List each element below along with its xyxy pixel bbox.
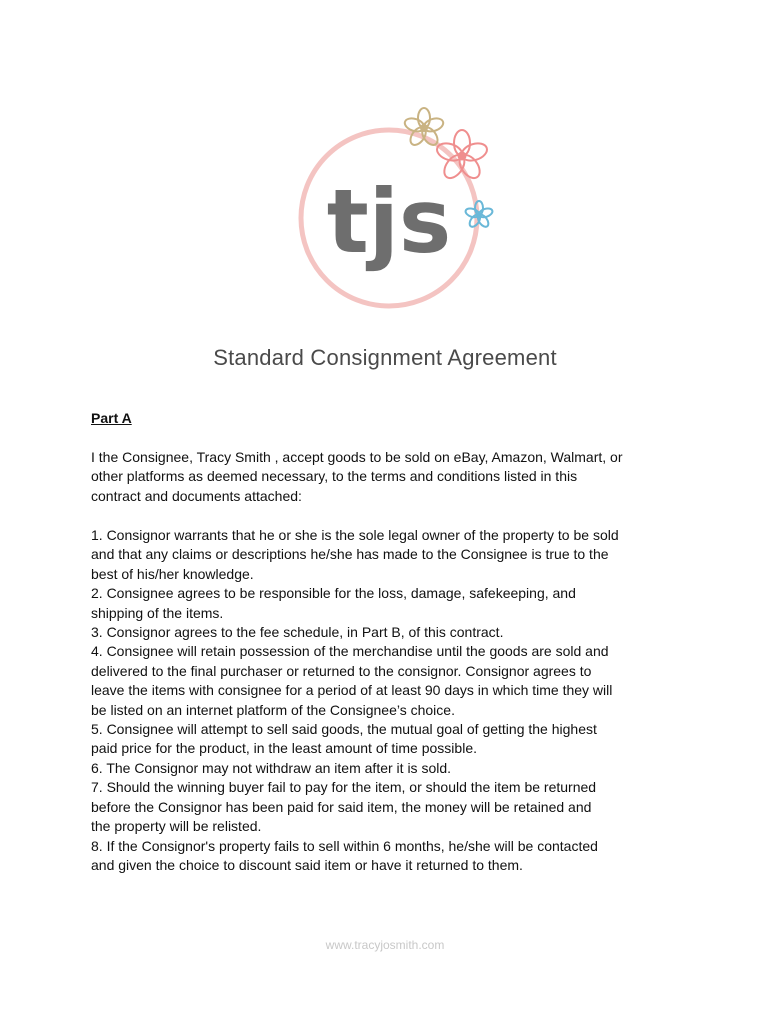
terms-list <box>91 526 691 875</box>
term-line: 1. Consignor warrants that he or she is the sole legal owner of the property to be sold <box>91 527 619 543</box>
term-line: and given the choice to discount said item or have it returned to them. <box>91 856 523 873</box>
term-line: 5. Consignee will attempt to sell said goods, the mutual goal of getting the highest <box>91 721 597 738</box>
term-line: paid price for the product, in the least amount of time possible. <box>91 740 477 757</box>
term-line: 7. Should the winning buyer fail to pay for the item, or should the item be returned <box>91 779 597 796</box>
term-line: be listed on an internet platform of the Consignee’s choice. <box>91 701 455 718</box>
term-line: 8. If the Consignor's property fails to sell within 6 months, he/she will be contacted <box>91 837 598 854</box>
tjs-logo <box>296 100 506 315</box>
footer-url: www.tracyjosmith.com <box>325 938 445 952</box>
intro-line: I the Consignee, Tracy Smith , accept goods to be sold on eBay, Amazon, Walmart, or <box>91 449 623 465</box>
intro-paragraph <box>91 448 691 506</box>
term-line: and that any claims or descriptions he/she has made to the Consignee is true to the <box>91 546 609 563</box>
document-title: Standard Consignment Agreement <box>213 345 557 370</box>
term-line: 3. Consignor agrees to the fee schedule, in Part B, of this contract. <box>91 624 504 641</box>
term-line: 6. The Consignor may not withdraw an item after it is sold. <box>91 759 452 776</box>
term-line: delivered to the final purchaser or returned to the consignor. Consignor agrees to <box>91 662 592 679</box>
term-line: shipping of the items. <box>91 604 224 621</box>
term-line: best of his/her knowledge. <box>91 565 254 582</box>
term-line: leave the items with consignee for a period of at least 90 days in which time they will <box>91 682 613 699</box>
part-a-heading: Part A <box>91 410 132 426</box>
intro-line: other platforms as deemed necessary, to the terms and conditions listed in this <box>91 468 578 485</box>
intro-line: contract and documents attached: <box>91 487 302 504</box>
gold-flower-icon <box>403 108 445 148</box>
term-line: before the Consignor has been paid for said item, the money will be retained and <box>91 798 592 815</box>
logo-text: tjs <box>326 170 452 273</box>
term-line: the property will be relisted. <box>91 818 262 835</box>
term-line: 2. Consignee agrees to be responsible for the loss, damage, safekeeping, and <box>91 585 576 602</box>
term-line: 4. Consignee will retain possession of the merchandise until the goods are sold and <box>91 643 609 660</box>
